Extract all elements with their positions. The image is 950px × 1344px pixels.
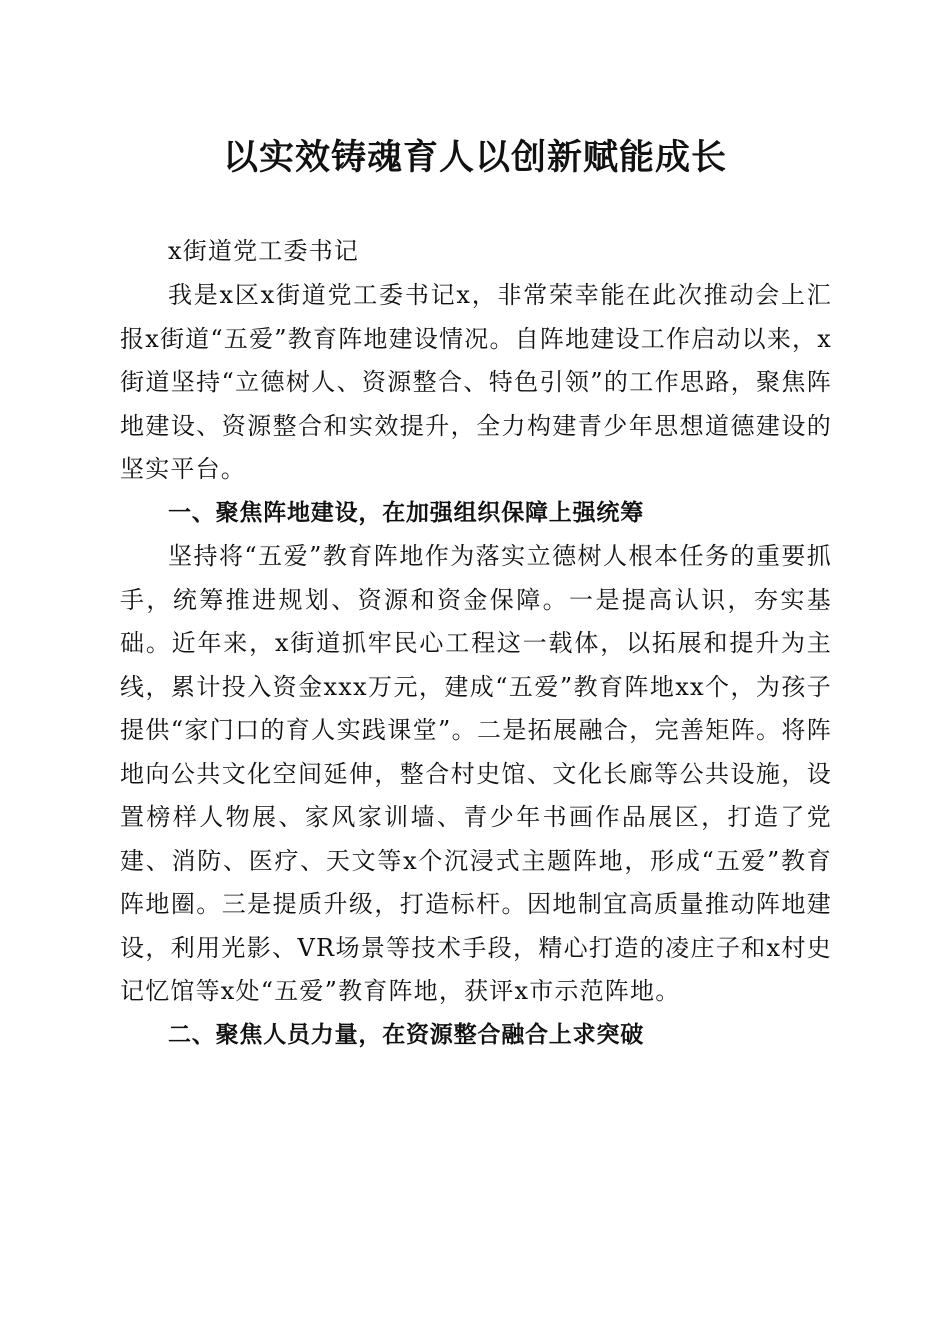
- section-heading-2: 二、聚焦人员力量，在资源整合融合上求突破: [168, 1021, 644, 1048]
- document-body: [120, 230, 832, 1057]
- author-line: x街道党工委书记: [168, 237, 360, 265]
- document-title: 以实效铸魂育人以创新赋能成长: [222, 137, 727, 178]
- paragraph-section-1: 坚持将“五爱”教育阵地作为落实立德树人根本任务的重要抓手，统筹推进规划、资源和资金保障。一是提高认识，夯实基础。近年来，x街道抓牢民心工程这一载体，以拓展和提升为主线，累计投入资金xxx万元，建成“五爱”教育阵地xx个，为孩子提供“家门口的育人实践课堂”。二是拓展融合，完善矩阵。将阵地向公共文化空间延伸，整合村史馆、文化长廊等公共设施，设置榜样人物展、家风家训墙、青少年书画作品展区，打造了党建、消防、医疗、天文等x个沉浸式主题阵地，形成“五爱”教育阵地圈。三是提质升级，打造标杆。因地制宜高质量推动阵地建设，利用光影、VR场景等技术手段，精心打造的凌庄子和x村史记忆馆等x处“五爱”教育阵地，获评x市示范阵地。: [120, 542, 832, 1005]
- paragraph-intro: 我是x区x街道党工委书记x，非常荣幸能在此次推动会上汇报x街道“五爱”教育阵地建设情况。自阵地建设工作启动以来，x街道坚持“立德树人、资源整合、特色引领”的工作思路，聚焦阵地建设、资源整合和实效提升，全力构建青少年思想道德建设的坚实平台。: [120, 281, 832, 483]
- section-heading-1: 一、聚焦阵地建设，在加强组织保障上强统筹: [168, 499, 644, 526]
